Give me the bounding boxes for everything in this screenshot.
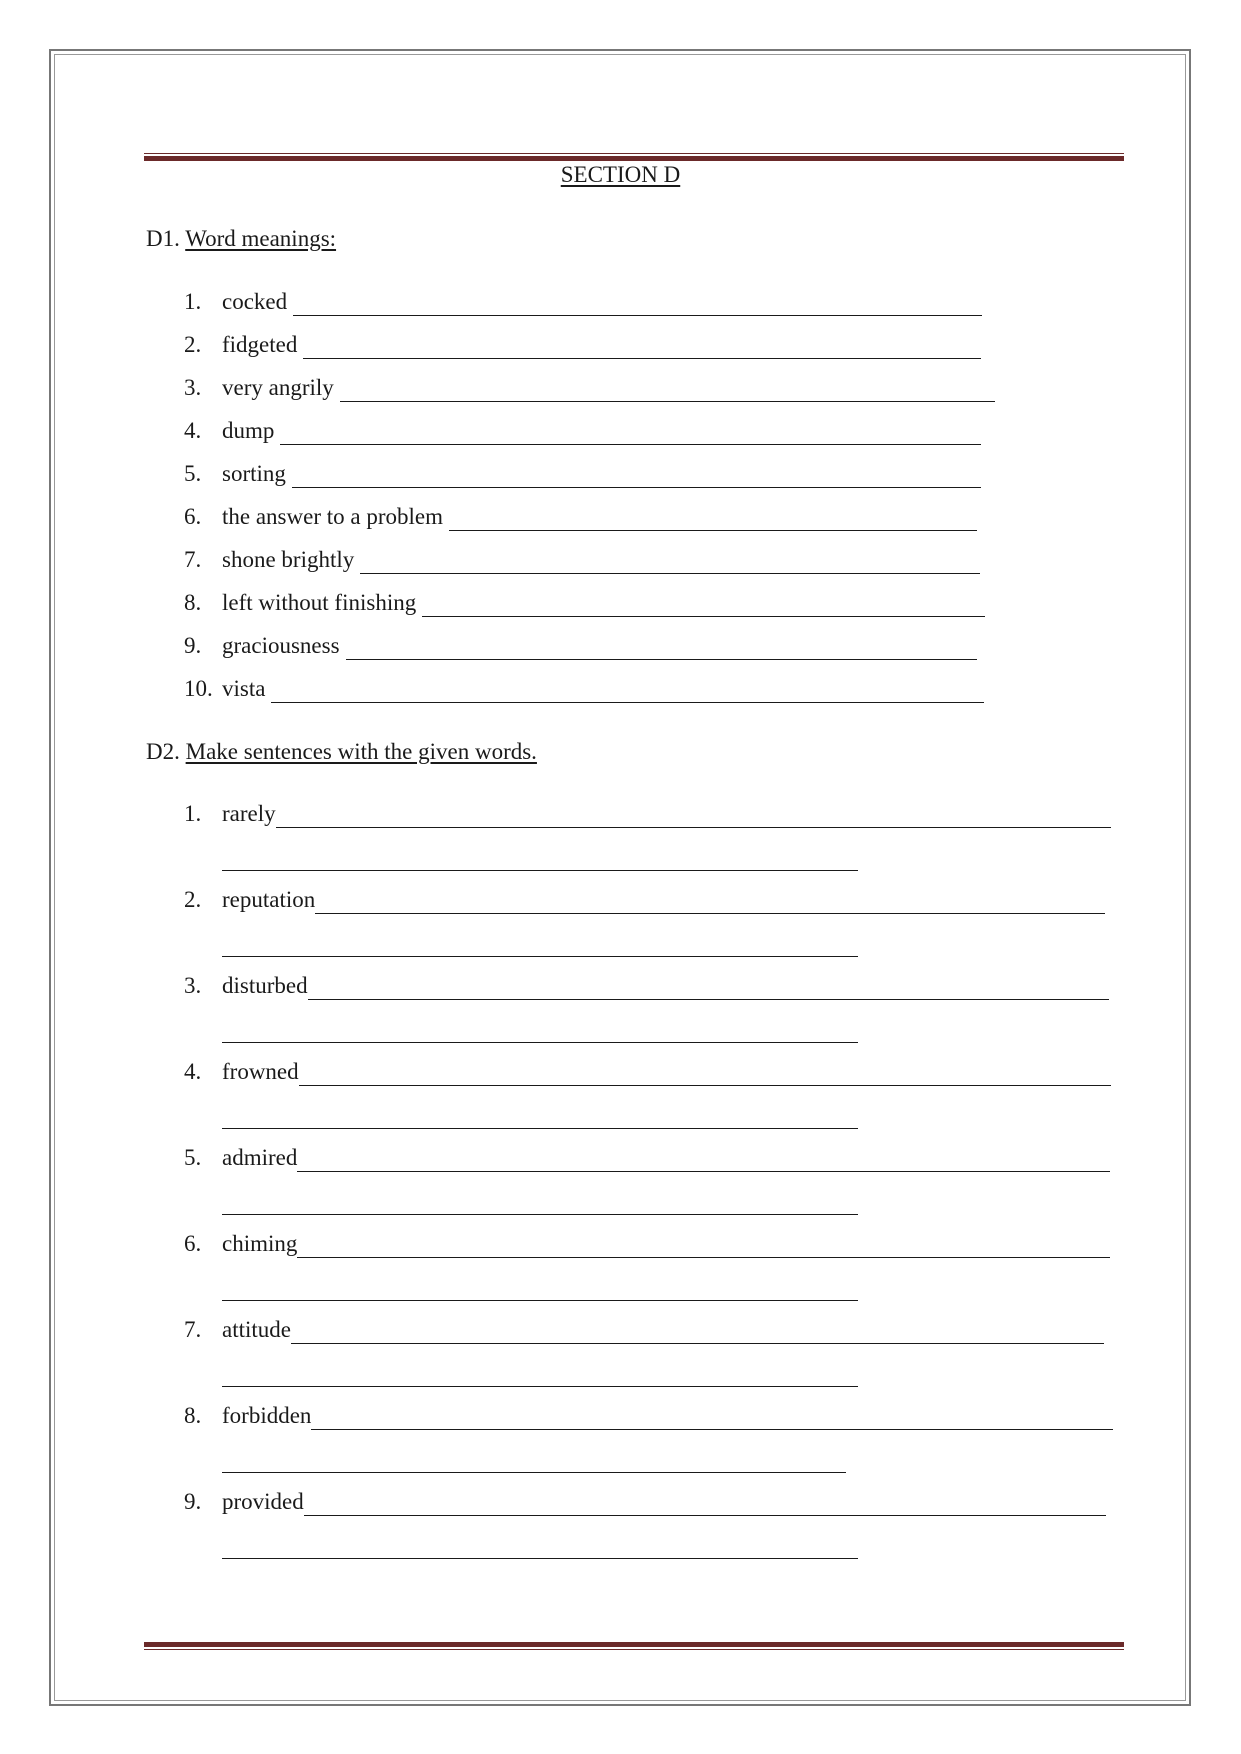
- answer-line-continued[interactable]: [222, 870, 858, 871]
- item-word: the answer to a problem: [222, 504, 443, 529]
- item-word: rarely: [222, 801, 276, 826]
- answer-line[interactable]: [315, 913, 1105, 914]
- item-number: 3.: [184, 375, 202, 400]
- answer-line[interactable]: [293, 315, 982, 316]
- item-number: 8.: [184, 590, 202, 615]
- d2-heading: [146, 739, 537, 765]
- answer-line[interactable]: [292, 487, 981, 488]
- bottom-divider: [144, 1642, 1124, 1650]
- item-number: 6.: [184, 1231, 202, 1256]
- d2-label: Make sentences with the given words.: [185, 739, 537, 764]
- item-word: reputation: [222, 887, 316, 912]
- section-title-text: SECTION D: [560, 162, 681, 187]
- d1-heading: [146, 226, 336, 252]
- top-divider: [144, 153, 1124, 161]
- answer-line[interactable]: [303, 358, 981, 359]
- item-word: frowned: [222, 1059, 299, 1084]
- answer-line[interactable]: [299, 1085, 1111, 1086]
- d2-number: D2.: [146, 739, 180, 764]
- answer-line[interactable]: [346, 659, 977, 660]
- item-number: 7.: [184, 1317, 202, 1342]
- d1-number: D1.: [146, 226, 180, 251]
- answer-line-continued[interactable]: [222, 956, 858, 957]
- answer-line[interactable]: [449, 530, 977, 531]
- item-word: shone brightly: [222, 547, 355, 572]
- item-word: chiming: [222, 1231, 298, 1256]
- item-number: 9.: [184, 633, 202, 658]
- item-word: forbidden: [222, 1403, 312, 1428]
- item-number: 10.: [184, 676, 213, 701]
- item-number: 5.: [184, 461, 202, 486]
- answer-line[interactable]: [340, 401, 995, 402]
- item-word: admired: [222, 1145, 298, 1170]
- item-number: 3.: [184, 973, 202, 998]
- item-word: left without finishing: [222, 590, 417, 615]
- item-word: provided: [222, 1489, 304, 1514]
- item-word: fidgeted: [222, 332, 298, 357]
- item-number: 2.: [184, 887, 202, 912]
- item-number: 2.: [184, 332, 202, 357]
- item-number: 4.: [184, 418, 202, 443]
- item-number: 6.: [184, 504, 202, 529]
- item-word: vista: [222, 676, 266, 701]
- answer-line[interactable]: [422, 616, 985, 617]
- answer-line[interactable]: [276, 827, 1111, 828]
- answer-line-continued[interactable]: [222, 1300, 858, 1301]
- item-word: graciousness: [222, 633, 340, 658]
- answer-line-continued[interactable]: [222, 1386, 858, 1387]
- answer-line[interactable]: [304, 1515, 1106, 1516]
- answer-line-continued[interactable]: [222, 1472, 846, 1473]
- answer-line-continued[interactable]: [222, 1042, 858, 1043]
- item-word: attitude: [222, 1317, 291, 1342]
- item-word: cocked: [222, 289, 288, 314]
- item-word: sorting: [222, 461, 286, 486]
- item-number: 5.: [184, 1145, 202, 1170]
- item-number: 4.: [184, 1059, 202, 1084]
- answer-line-continued[interactable]: [222, 1214, 858, 1215]
- answer-line[interactable]: [297, 1171, 1110, 1172]
- section-title: [0, 162, 1241, 188]
- item-word: dump: [222, 418, 275, 443]
- answer-line[interactable]: [271, 702, 984, 703]
- answer-line-continued[interactable]: [222, 1558, 858, 1559]
- item-number: 1.: [184, 801, 202, 826]
- item-word: disturbed: [222, 973, 308, 998]
- answer-line[interactable]: [291, 1343, 1104, 1344]
- item-number: 8.: [184, 1403, 202, 1428]
- item-word: very angrily: [222, 375, 334, 400]
- answer-line[interactable]: [280, 444, 981, 445]
- answer-line[interactable]: [311, 1429, 1113, 1430]
- answer-line-continued[interactable]: [222, 1128, 858, 1129]
- item-number: 1.: [184, 289, 202, 314]
- answer-line[interactable]: [297, 1257, 1110, 1258]
- answer-line[interactable]: [308, 999, 1109, 1000]
- item-number: 7.: [184, 547, 202, 572]
- d1-label: Word meanings:: [185, 226, 337, 251]
- item-number: 9.: [184, 1489, 202, 1514]
- answer-line[interactable]: [360, 573, 980, 574]
